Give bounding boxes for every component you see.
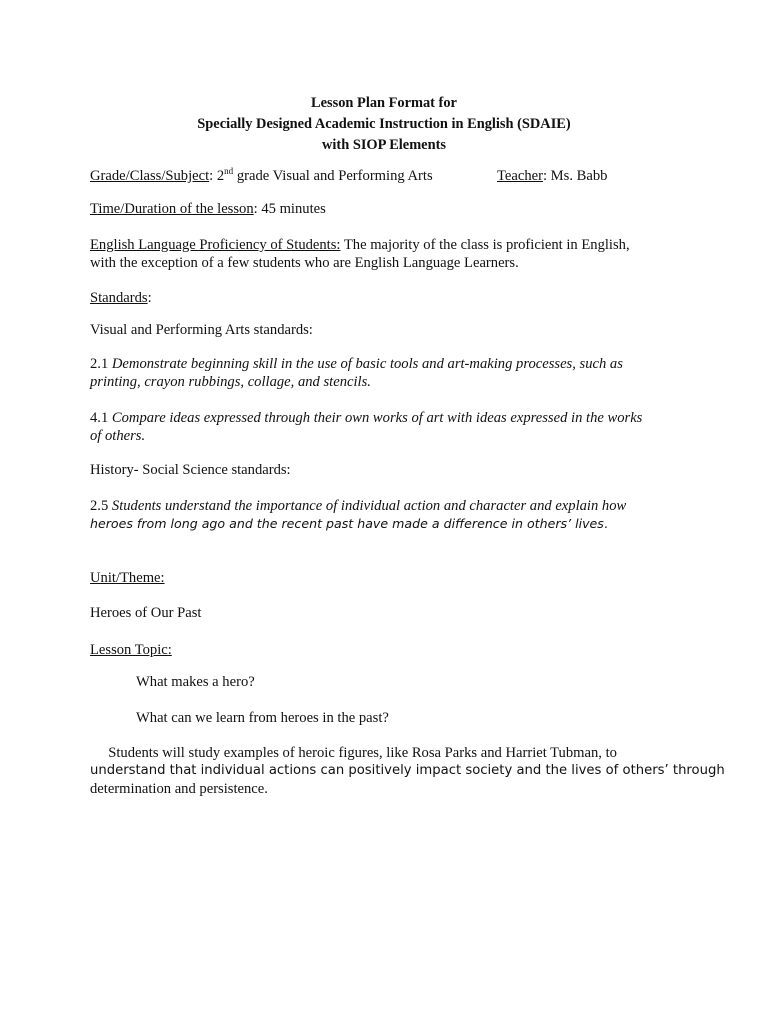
title-line-1: Lesson Plan Format for [311,95,457,111]
unit-value: Heroes of Our Past [90,605,202,621]
standard-4-1-line-1 [90,409,680,427]
standard-2-5-text-2: heroes from long ago and the recent past have made a difference in others’ lives [90,516,604,531]
topic-heading [90,641,680,659]
standard-4-1-text-1: Compare ideas expressed through their own works of art with ideas expressed in the works [111,410,643,426]
proficiency-value-1: The majority of the class is proficient in English, [340,237,630,253]
summary-line-1: Students will study examples of heroic figures, like Rosa Parks and Harriet Tubman, to [90,745,617,761]
grade-label: Grade/Class/Subject [90,168,210,184]
standard-2-5-text-1: Students understand the importance of individual action and character and explain how [111,498,627,514]
topic-question-2: What can we learn from heroes in the past? [136,710,389,726]
standard-2-5-end: . [603,516,608,531]
topic-label: Lesson Topic: [90,642,172,658]
standard-2-1-text-2: printing, crayon rubbings, collage, and stencils. [90,374,371,390]
standard-2-5-number: 2.5 [90,498,112,514]
grade-sup: nd [224,166,234,176]
unit-label: Unit/Theme: [90,570,165,586]
standards-heading [90,289,680,307]
standard-2-1-text-1: Demonstrate beginning skill in the use of basic tools and art-making processes, such as [111,356,623,372]
summary-line-3: determination and persistence. [90,781,268,797]
hss-heading: History- Social Science standards: [90,462,291,478]
teacher-row [497,167,607,185]
proficiency-value-2: with the exception of a few students who are English Language Learners. [90,255,519,271]
standard-4-1-number: 4.1 [90,410,112,426]
teacher-value: : Ms. Babb [542,168,608,184]
grade-value: grade Visual and Performing Arts [233,168,433,184]
document-title [90,93,678,156]
vpa-heading: Visual and Performing Arts standards: [90,322,313,338]
standards-colon: : [147,290,152,306]
grade-sep: : 2 [209,168,225,184]
standards-label: Standards [90,290,148,306]
proficiency-row-2 [90,254,680,272]
title-line-3: with SIOP Elements [322,137,446,153]
standard-2-1-line-1 [90,355,680,373]
summary-line-2: understand that individual actions can positively impact society and the lives of others’ through [90,763,725,778]
teacher-label: Teacher [497,168,543,184]
title-line-2: Specially Designed Academic Instruction in English (SDAIE) [197,116,571,132]
standard-2-1-number: 2.1 [90,356,112,372]
duration-label: Time/Duration of the lesson [90,201,254,217]
proficiency-row [90,236,680,254]
standard-2-5-line-1 [90,497,680,515]
standard-2-5-line-2 [90,515,680,533]
duration-value: : 45 minutes [253,201,326,217]
proficiency-label: English Language Proficiency of Students: [90,237,341,253]
unit-heading [90,569,680,587]
duration-row [90,200,680,218]
standard-4-1-text-2: of others. [90,428,146,444]
topic-question-1: What makes a hero? [136,674,255,690]
